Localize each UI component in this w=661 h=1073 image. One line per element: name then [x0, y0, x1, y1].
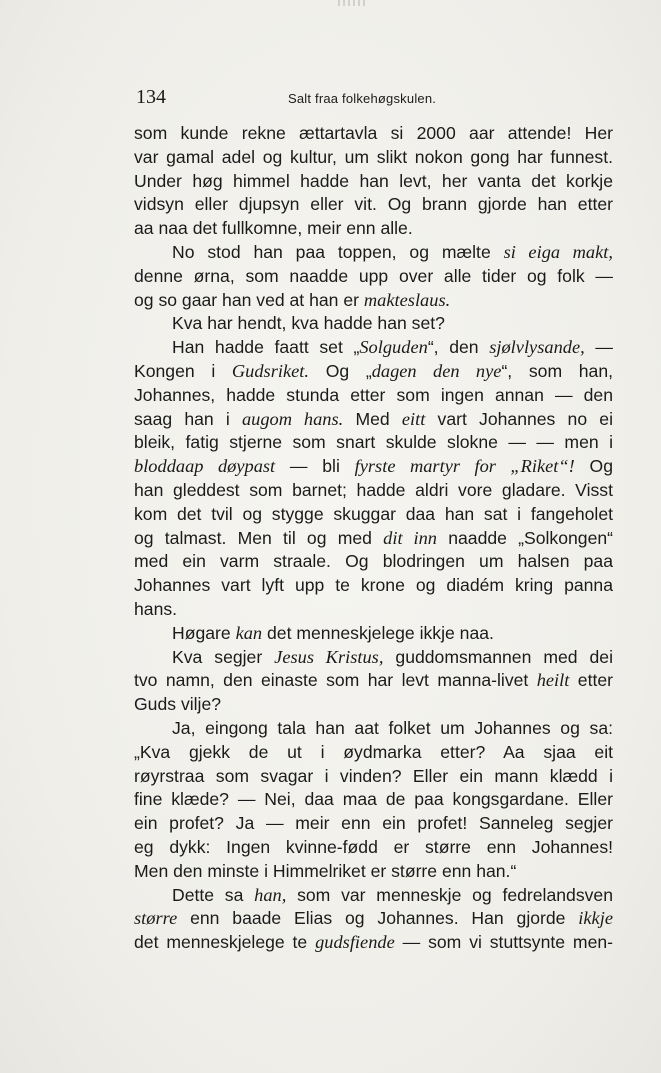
text-segment: vart Johannes no ei: [425, 408, 613, 429]
body-text: [134, 122, 613, 955]
text-segment: etter: [569, 670, 614, 691]
text-line: [134, 431, 613, 455]
page-header: [136, 86, 616, 110]
text-line: [134, 669, 613, 693]
text-line: [134, 170, 613, 194]
emphasized-text: Jesus Kristus,: [274, 646, 384, 667]
emphasized-text: fyrste martyr for „Riket“!: [354, 456, 575, 477]
text-line: [134, 217, 613, 241]
text-segment: og so gaar han ved at han er: [134, 289, 364, 310]
text-line: [134, 550, 613, 574]
running-title: Salt fraa folkehøgskulen.: [288, 91, 437, 106]
text-segment: Kva har hendt, kva hadde han set?: [172, 313, 445, 334]
emphasized-text: dagen den nye: [371, 360, 502, 381]
text-segment: som var menneskje og fedrelandsven: [286, 884, 613, 905]
text-segment: guddomsmannen med dei: [383, 646, 613, 667]
emphasized-text: dit inn: [383, 527, 437, 548]
text-line: [134, 788, 613, 812]
emphasized-text: kan: [235, 622, 263, 643]
text-line: [134, 884, 613, 908]
text-line: [134, 289, 613, 313]
text-line: [134, 836, 613, 860]
text-line: [134, 193, 613, 217]
text-segment: No stod han paa toppen, og mælte: [172, 241, 504, 262]
emphasized-text: heilt: [536, 670, 570, 691]
text-segment: —: [584, 337, 613, 358]
text-line: [134, 622, 613, 646]
text-line: [134, 598, 613, 622]
text-segment: „Kva gjekk de ut i øydmarka etter? Aa sjaa eit: [134, 741, 613, 762]
emphasized-text: gudsfiende: [315, 932, 395, 953]
emphasized-text: sjølvlysande,: [489, 337, 585, 358]
text-line: [134, 408, 613, 432]
text-segment: det menneskjelege te: [134, 932, 316, 953]
text-line: [134, 455, 613, 479]
emphasized-text: ikkje: [578, 908, 613, 929]
emphasized-text: større: [134, 908, 178, 929]
text-segment: denne ørna, som naadde upp over alle tider og folk —: [134, 265, 613, 286]
text-segment: “, som han,: [501, 360, 613, 381]
text-segment: saag han i: [134, 408, 242, 429]
text-line: [134, 812, 613, 836]
text-line: [134, 931, 613, 955]
text-segment: med ein varm straale. Og blodringen um halsen paa: [134, 551, 613, 572]
text-segment: Johannes vart lyft upp te krone og diadém kring panna: [134, 575, 613, 596]
text-segment: Kongen i: [134, 360, 232, 381]
text-segment: kom det tvil og stygge skuggar daa han sat i fangeholet: [134, 503, 613, 524]
text-line: [134, 146, 613, 170]
text-segment: enn baade Elias og Johannes. Han gjorde: [177, 908, 579, 929]
text-segment: “, den: [427, 337, 490, 358]
text-segment: naadde „Solkongen“: [437, 527, 613, 548]
text-segment: Under høg himmel hadde han levt, her vanta det korkje: [134, 170, 613, 191]
text-line: [134, 574, 613, 598]
text-line: [134, 717, 613, 741]
text-segment: Johannes, hadde stunda etter som ingen annan — den: [134, 384, 613, 405]
text-segment: Kva segjer: [172, 646, 275, 667]
text-segment: vidsyn eller djupsyn eller vit. Og brann gjorde han etter: [134, 194, 613, 215]
text-segment: var gamal adel og kultur, um slikt nokon gong har funnest.: [134, 146, 613, 167]
text-segment: Og: [574, 456, 613, 477]
text-segment: som kunde rekne ættartavla si 2000 aar attende! Her: [134, 123, 613, 143]
emphasized-text: eitt: [401, 408, 426, 429]
text-segment: Guds vilje?: [134, 694, 222, 715]
text-line: [134, 527, 613, 551]
text-segment: det menneskjelege ikkje naa.: [262, 622, 494, 643]
emphasized-text: makteslaus.: [363, 289, 451, 310]
text-segment: og talmast. Men til og med: [134, 527, 384, 548]
text-line: [134, 241, 613, 265]
scan-artifact: [338, 0, 368, 6]
text-line: [134, 312, 613, 336]
text-line: [134, 122, 613, 146]
text-segment: Og „: [309, 360, 372, 381]
text-line: [134, 503, 613, 527]
page-number: 134: [136, 86, 166, 108]
text-segment: Høgare: [172, 622, 236, 643]
text-segment: røyrstraa som svagar i vinden? Eller ein mann klædd i: [134, 765, 613, 786]
text-segment: fine klæde? — Nei, daa maa de paa kongsgardane. Eller: [134, 789, 613, 810]
text-line: [134, 384, 613, 408]
text-line: [134, 265, 613, 289]
text-segment: hans.: [134, 598, 178, 619]
text-segment: Han hadde faatt set „: [172, 337, 360, 358]
emphasized-text: si eiga makt,: [503, 241, 613, 262]
emphasized-text: Solguden: [359, 337, 428, 358]
text-line: [134, 646, 613, 670]
text-segment: — bli: [275, 456, 355, 477]
text-segment: Men den minste i Himmelriket er større enn han.“: [134, 860, 517, 881]
text-line: [134, 860, 613, 884]
emphasized-text: Gudsriket.: [231, 360, 310, 381]
emphasized-text: bloddaap døypast: [134, 456, 276, 477]
text-segment: han gleddest som barnet; hadde aldri vore gladare. Visst: [134, 479, 613, 500]
text-segment: Dette sa: [172, 884, 255, 905]
text-segment: — som vi stuttsynte men-: [394, 932, 614, 953]
text-segment: tvo namn, den einaste som har levt manna-livet: [134, 670, 537, 691]
emphasized-text: han,: [254, 884, 287, 905]
text-line: [134, 360, 613, 384]
text-segment: aa naa det fullkomne, meir enn alle.: [134, 218, 413, 239]
emphasized-text: augom hans.: [241, 408, 344, 429]
text-line: [134, 693, 613, 717]
text-line: [134, 907, 613, 931]
text-line: [134, 741, 613, 765]
text-segment: Med: [343, 408, 402, 429]
text-line: [134, 336, 613, 360]
text-segment: bleik, fatig stjerne som snart skulde slokne — — men i: [134, 432, 613, 453]
text-segment: Ja, eingong tala han aat folket um Johannes og sa:: [172, 717, 613, 738]
text-line: [134, 765, 613, 789]
text-segment: eg dykk: Ingen kvinne-fødd er større enn Johannes!: [134, 836, 613, 857]
text-segment: ein profet? Ja — meir enn ein profet! Sanneleg segjer: [134, 813, 613, 834]
text-line: [134, 479, 613, 503]
